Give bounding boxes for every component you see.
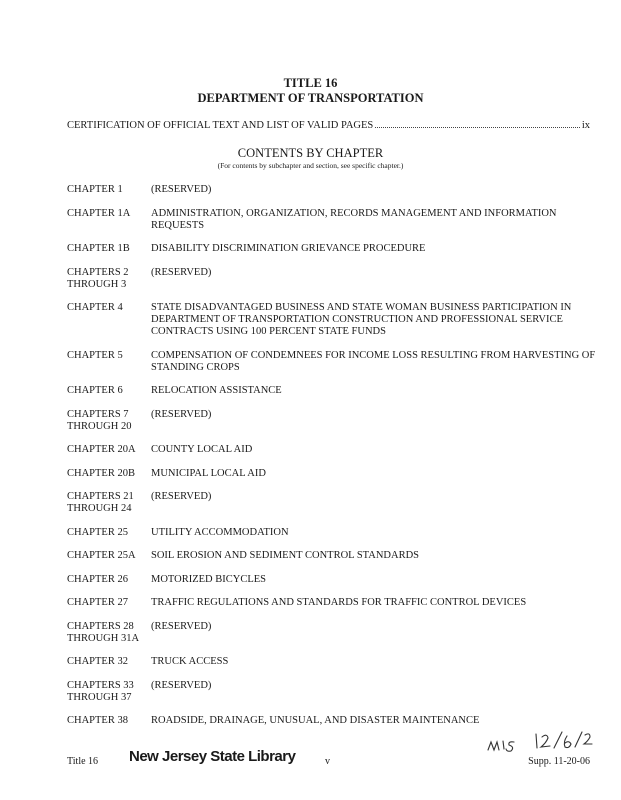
chapter-row — [67, 527, 597, 539]
chapter-row — [67, 302, 597, 338]
title-name: DEPARTMENT OF TRANSPORTATION — [197, 91, 424, 105]
chapter-number: CHAPTER 27 — [67, 597, 128, 608]
chapter-number: CHAPTER 1B — [67, 243, 130, 254]
chapter-title: (RESERVED) — [151, 620, 212, 632]
title-number: TITLE 16 — [283, 76, 338, 90]
chapter-title: COUNTY LOCAL AID — [151, 444, 253, 455]
chapter-number: CHAPTERS 7 THROUGH 20 — [67, 408, 132, 432]
chapter-number: CHAPTER 1 — [67, 184, 123, 195]
chapter-row — [67, 208, 597, 232]
chapter-number: CHAPTER 26 — [67, 573, 128, 585]
chapter-row — [67, 656, 597, 668]
contents-subheading: (For contents by subchapter and section, see specific chapter.) — [217, 161, 404, 170]
chapter-row — [67, 385, 597, 397]
chapter-number: CHAPTER 1A — [67, 207, 131, 219]
chapter-number: CHAPTER 25 — [67, 526, 128, 538]
chapter-title: MOTORIZED BICYCLES — [151, 573, 267, 585]
chapter-row — [67, 491, 597, 515]
chapter-row — [67, 444, 597, 456]
chapter-title: (RESERVED) — [151, 491, 212, 502]
chapter-number: CHAPTER 20A — [67, 444, 136, 455]
chapter-title: (RESERVED) — [151, 408, 212, 420]
chapter-title: ROADSIDE, DRAINAGE, UNUSUAL, AND DISASTER MAINTENANCE — [151, 715, 480, 726]
page-number: v — [325, 756, 330, 767]
chapter-number: CHAPTERS 33 THROUGH 37 — [67, 679, 134, 703]
chapter-row — [67, 409, 597, 433]
chapter-title: TRAFFIC REGULATIONS AND STANDARDS FOR TRAFFIC CONTROL DEVICES — [151, 597, 527, 608]
page-footer — [67, 748, 590, 768]
chapter-row — [67, 267, 597, 291]
chapter-title: (RESERVED) — [151, 679, 212, 691]
certification-page: ix — [581, 120, 590, 131]
chapter-number: CHAPTER 6 — [67, 385, 123, 396]
chapter-number: CHAPTER 5 — [67, 349, 123, 361]
chapter-title: RELOCATION ASSISTANCE — [151, 385, 282, 396]
certification-entry — [67, 119, 590, 131]
chapter-number: CHAPTERS 21 THROUGH 24 — [67, 491, 134, 514]
chapter-title: (RESERVED) — [151, 184, 212, 195]
title-block — [0, 76, 621, 106]
chapter-title: COMPENSATION OF CONDEMNEES FOR INCOME LOSS RESULTING FROM HARVESTING OF STANDING CROPS — [151, 349, 596, 373]
chapter-row — [67, 350, 597, 374]
chapter-title: (RESERVED) — [151, 266, 212, 278]
footer-title: Title 16 — [67, 756, 99, 767]
chapter-title: ADMINISTRATION, ORGANIZATION, RECORDS MANAGEMENT AND INFORMATION REQUESTS — [151, 207, 557, 231]
chapter-title: SOIL EROSION AND SEDIMENT CONTROL STANDARDS — [151, 550, 419, 561]
chapter-row — [67, 574, 597, 586]
chapter-number: CHAPTER 25A — [67, 550, 136, 561]
chapter-number: CHAPTERS 2 THROUGH 3 — [67, 266, 129, 290]
chapter-row — [67, 597, 597, 609]
chapter-number: CHAPTER 38 — [67, 715, 128, 726]
chapter-title: TRUCK ACCESS — [151, 656, 229, 667]
chapter-number: CHAPTERS 28 THROUGH 31A — [67, 620, 140, 644]
chapter-number: CHAPTER 20B — [67, 467, 135, 479]
chapter-title: UTILITY ACCOMMODATION — [151, 526, 289, 538]
contents-heading: CONTENTS BY CHAPTER — [237, 146, 384, 160]
chapter-row — [67, 680, 597, 704]
chapter-row — [67, 621, 597, 645]
supplement-date: Supp. 11-20-06 — [528, 756, 590, 767]
dot-leader — [375, 119, 580, 128]
chapter-title: DISABILITY DISCRIMINATION GRIEVANCE PROCEDURE — [151, 243, 426, 254]
chapter-number: CHAPTER 4 — [67, 302, 123, 313]
chapter-list — [67, 184, 597, 739]
chapter-row — [67, 243, 597, 255]
chapter-row — [67, 468, 597, 480]
certification-label: CERTIFICATION OF OFFICIAL TEXT AND LIST OF VALID PAGES — [67, 120, 374, 131]
chapter-row — [67, 184, 597, 196]
chapter-title: STATE DISADVANTAGED BUSINESS AND STATE WOMAN BUSINESS PARTICIPATION IN DEPARTMENT OF TRANSPORTATION CONSTRUCTION AND PROFESSIONAL SERVICE CONTRACTS USING 100 PERCENT STATE FUNDS — [151, 302, 572, 337]
chapter-row — [67, 550, 597, 562]
chapter-number: CHAPTER 32 — [67, 656, 128, 667]
chapter-title: MUNICIPAL LOCAL AID — [151, 467, 266, 479]
library-stamp: New Jersey State Library — [129, 748, 296, 765]
